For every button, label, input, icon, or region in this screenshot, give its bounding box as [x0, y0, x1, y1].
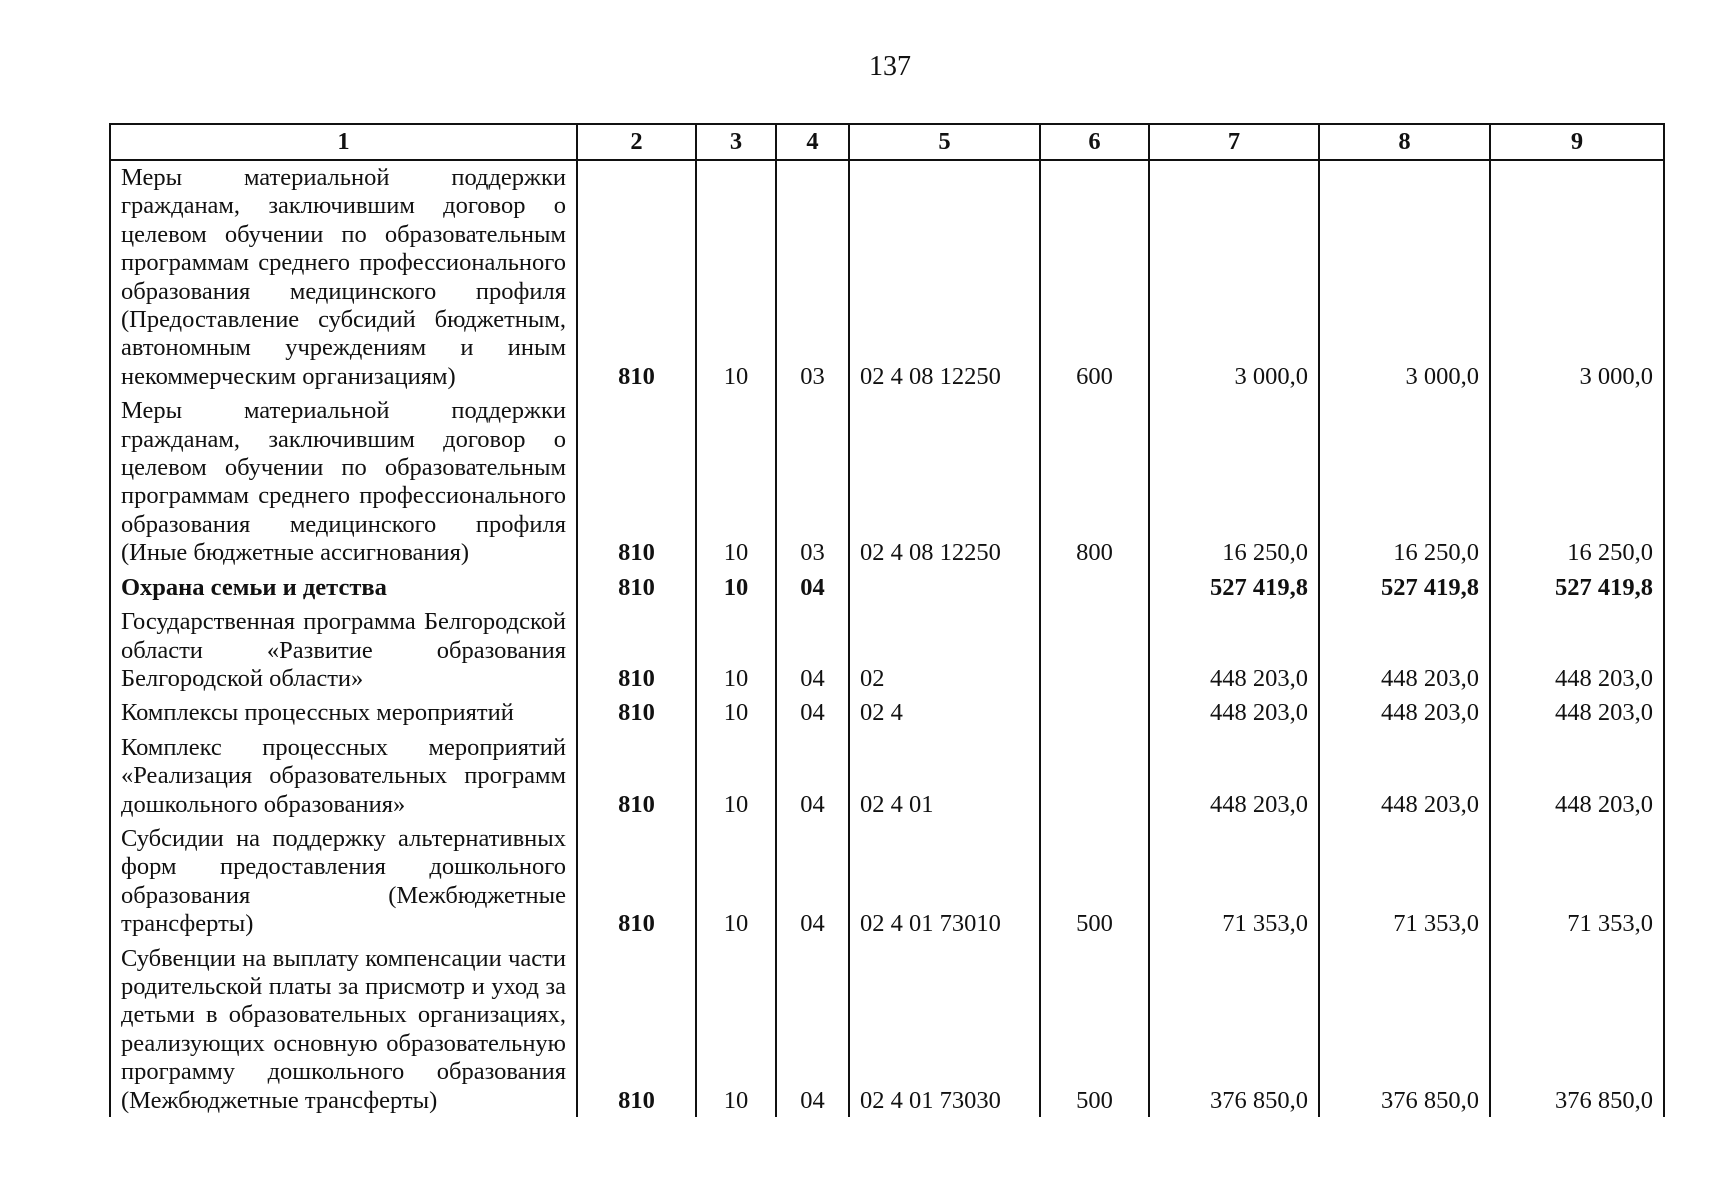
section-code: 10: [696, 605, 776, 696]
gov-code: 810: [577, 394, 696, 570]
amount-col9: 376 850,0: [1490, 942, 1664, 1117]
amount-col7: 3 000,0: [1149, 160, 1319, 394]
row-name: Субсидии на поддержку альтернативных форм предоставления дошкольного образования (Межбюджетные трансферты): [110, 822, 577, 942]
expense-type-code: [1040, 571, 1149, 605]
amount-col9: 448 203,0: [1490, 731, 1664, 822]
gov-code: 810: [577, 571, 696, 605]
amount-col9: 527 419,8: [1490, 571, 1664, 605]
target-code: 02 4 01: [849, 731, 1040, 822]
section-code: 10: [696, 731, 776, 822]
expense-type-code: 800: [1040, 394, 1149, 570]
column-header: 1: [110, 124, 577, 160]
expense-type-code: 600: [1040, 160, 1149, 394]
column-header: 2: [577, 124, 696, 160]
gov-code: 810: [577, 942, 696, 1117]
target-code: 02: [849, 605, 1040, 696]
budget-table: [109, 123, 1665, 1117]
row-name: Меры материальной поддержки гражданам, заключившим договор о целевом обучении по образовательным программам среднего профессионального образования медицинского профиля (Иные бюджетные ассигнования): [110, 394, 577, 570]
target-code: 02 4 01 73030: [849, 942, 1040, 1117]
table-header-row: [110, 124, 1664, 160]
section-code: 10: [696, 942, 776, 1117]
column-header: 7: [1149, 124, 1319, 160]
amount-col8: 448 203,0: [1319, 696, 1490, 730]
row-name: Субвенции на выплату компенсации части родительской платы за присмотр и уход за детьми в образовательных организациях, реализующих основную образовательную программу дошкольного образования (Межбюджетные трансферты): [110, 942, 577, 1117]
amount-col9: 448 203,0: [1490, 605, 1664, 696]
target-code: 02 4 08 12250: [849, 160, 1040, 394]
table-row: [110, 394, 1664, 570]
table-row: [110, 731, 1664, 822]
target-code: 02 4: [849, 696, 1040, 730]
expense-type-code: 500: [1040, 822, 1149, 942]
amount-col8: 3 000,0: [1319, 160, 1490, 394]
subsection-code: 04: [776, 696, 849, 730]
target-code: 02 4 08 12250: [849, 394, 1040, 570]
target-code: [849, 571, 1040, 605]
gov-code: 810: [577, 696, 696, 730]
column-header: 9: [1490, 124, 1664, 160]
gov-code: 810: [577, 160, 696, 394]
table-row: [110, 822, 1664, 942]
amount-col9: 16 250,0: [1490, 394, 1664, 570]
amount-col7: 376 850,0: [1149, 942, 1319, 1117]
table-row: [110, 942, 1664, 1117]
subsection-code: 04: [776, 571, 849, 605]
table-row: [110, 696, 1664, 730]
column-header: 8: [1319, 124, 1490, 160]
gov-code: 810: [577, 605, 696, 696]
row-name: Комплекс процессных мероприятий «Реализация образовательных программ дошкольного образования»: [110, 731, 577, 822]
subsection-code: 03: [776, 394, 849, 570]
column-header: 5: [849, 124, 1040, 160]
subsection-code: 04: [776, 731, 849, 822]
subsection-code: 04: [776, 605, 849, 696]
column-header: 6: [1040, 124, 1149, 160]
section-code: 10: [696, 160, 776, 394]
amount-col8: 527 419,8: [1319, 571, 1490, 605]
table-row: [110, 605, 1664, 696]
section-code: 10: [696, 394, 776, 570]
expense-type-code: [1040, 605, 1149, 696]
amount-col8: 376 850,0: [1319, 942, 1490, 1117]
expense-type-code: [1040, 731, 1149, 822]
amount-col7: 527 419,8: [1149, 571, 1319, 605]
amount-col7: 71 353,0: [1149, 822, 1319, 942]
subsection-code: 04: [776, 942, 849, 1117]
amount-col7: 16 250,0: [1149, 394, 1319, 570]
amount-col8: 448 203,0: [1319, 605, 1490, 696]
row-name: Комплексы процессных мероприятий: [110, 696, 577, 730]
amount-col7: 448 203,0: [1149, 605, 1319, 696]
gov-code: 810: [577, 731, 696, 822]
section-code: 10: [696, 696, 776, 730]
amount-col9: 3 000,0: [1490, 160, 1664, 394]
page-number: 137: [869, 51, 911, 82]
expense-type-code: 500: [1040, 942, 1149, 1117]
table-row: [110, 571, 1664, 605]
row-name: Государственная программа Белгородской области «Развитие образования Белгородской области»: [110, 605, 577, 696]
amount-col7: 448 203,0: [1149, 696, 1319, 730]
amount-col8: 71 353,0: [1319, 822, 1490, 942]
gov-code: 810: [577, 822, 696, 942]
table-row: [110, 160, 1664, 394]
amount-col9: 448 203,0: [1490, 696, 1664, 730]
amount-col8: 448 203,0: [1319, 731, 1490, 822]
amount-col7: 448 203,0: [1149, 731, 1319, 822]
column-header: 4: [776, 124, 849, 160]
row-name: Охрана семьи и детства: [110, 571, 577, 605]
row-name: Меры материальной поддержки гражданам, заключившим договор о целевом обучении по образовательным программам среднего профессионального образования медицинского профиля (Предоставление субсидий бюджетным, автономным учреждениям и иным некоммерческим организациям): [110, 160, 577, 394]
section-code: 10: [696, 822, 776, 942]
target-code: 02 4 01 73010: [849, 822, 1040, 942]
subsection-code: 04: [776, 822, 849, 942]
amount-col9: 71 353,0: [1490, 822, 1664, 942]
subsection-code: 03: [776, 160, 849, 394]
expense-type-code: [1040, 696, 1149, 730]
amount-col8: 16 250,0: [1319, 394, 1490, 570]
section-code: 10: [696, 571, 776, 605]
column-header: 3: [696, 124, 776, 160]
